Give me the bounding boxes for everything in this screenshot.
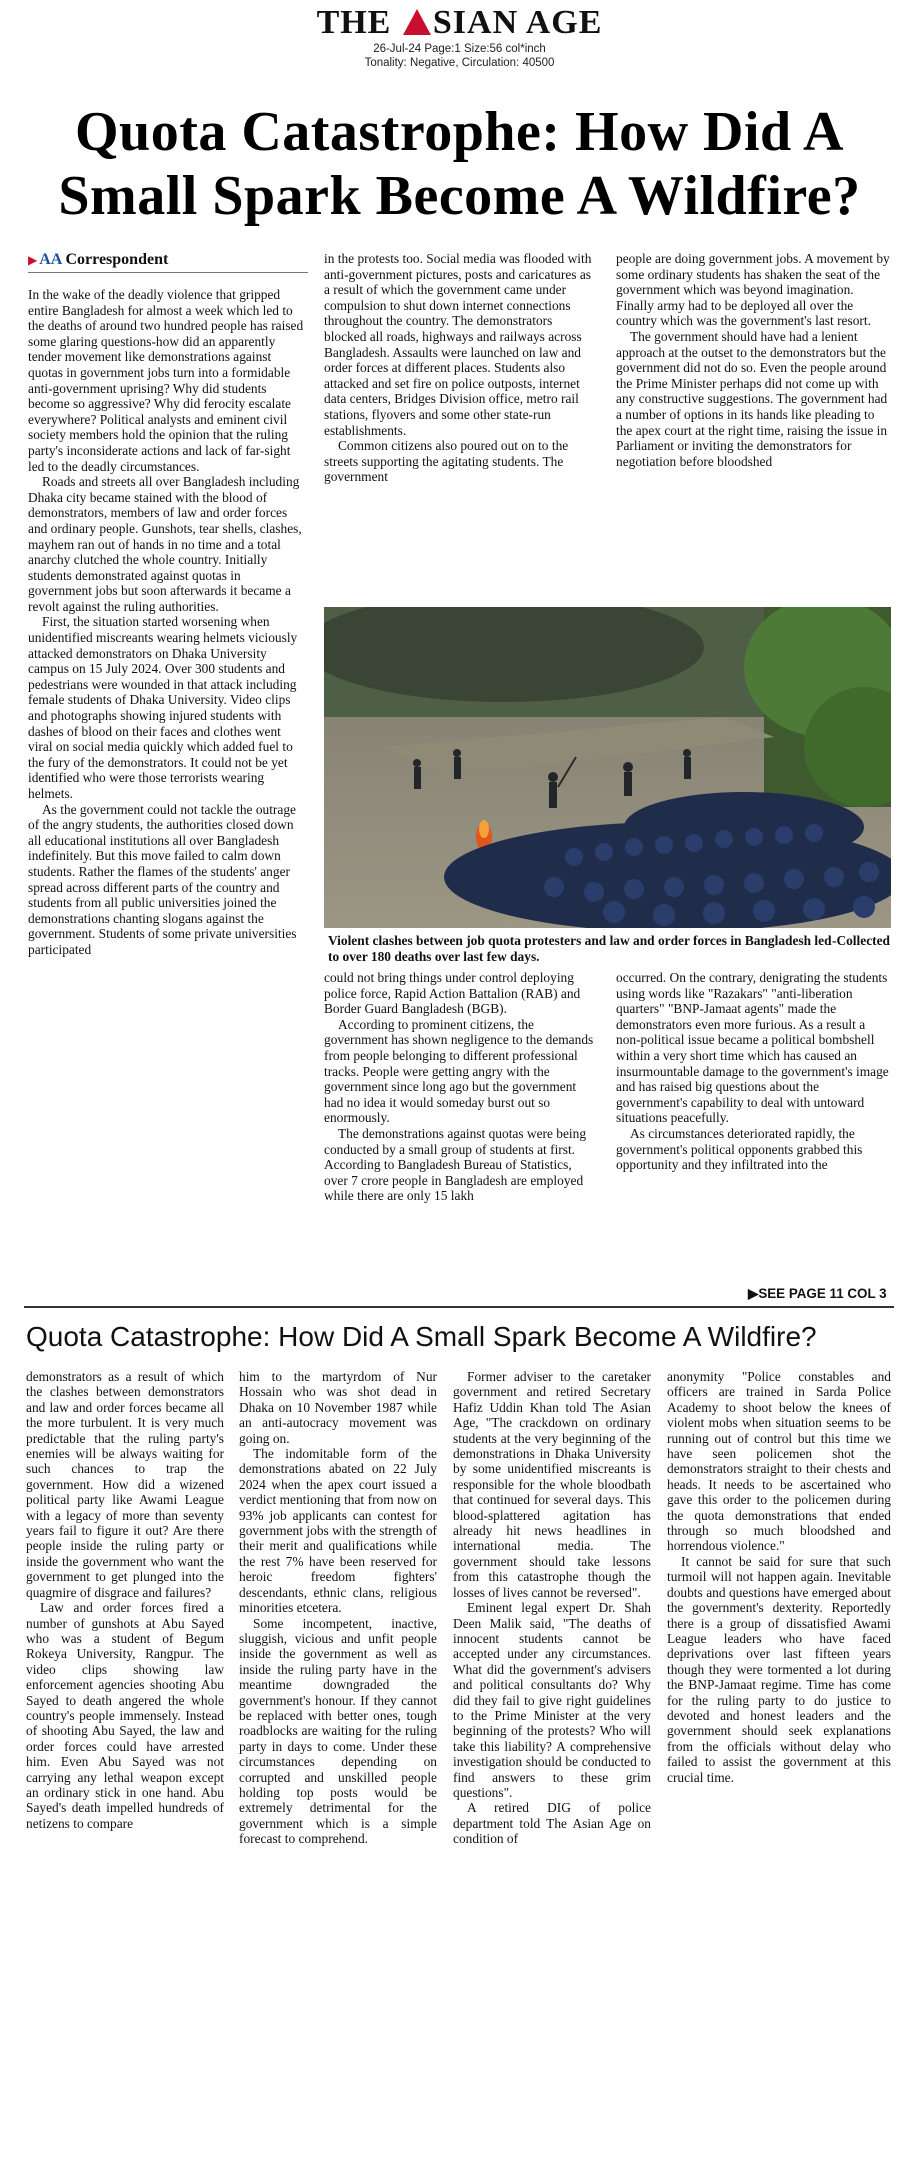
photo-caption xyxy=(328,933,890,965)
paragraph: in the protests too. Social media was flooded with anti-government pictures, posts and caricatures as a result of which the government came under compulsion to shut down internet connections throughout the country. The demonstrators blocked all roads, highways and railways across Bangladesh. Assaults were launched on law and order forces at different places. Students also attacked and set fire on police outposts, internet data centers, Bridges Division office, metro rail stations, flyovers and some other state-run establishments. xyxy=(324,251,592,438)
jump-text: SEE PAGE 11 COL 3 xyxy=(758,1286,887,1301)
article-column-2-top xyxy=(324,251,596,603)
article-column-3-bottom xyxy=(616,970,892,1270)
paragraph: First, the situation started worsening when unidentified miscreants wearing helmets viciously attacked demonstrators on Dhaka University campus on 15 July 2024. Over 300 students and pedestrians were wounded in that attack including female students of Dhaka University. Video clips and photographs showing injured students with dashes of blood on their faces and clothes went viral on social media quickly which added fuel to the fury of the demonstrators. It could not be yet identified who were those terrorists wearing helmets. xyxy=(28,614,298,801)
masthead xyxy=(0,4,919,70)
jump-arrow-icon: ▶ xyxy=(748,1286,759,1301)
continuation-column-1 xyxy=(26,1369,224,2147)
news-photo xyxy=(324,607,891,928)
paragraph: The indomitable form of the demonstrations abated on 22 July 2024 when the apex court issued a verdict mentioning that from now on 93% job applicants can contest for government jobs with the strength of their merit and qualifications while the rest 7% have been reserved for heroic freedom fighters' descendants, ethnic clans, religious minorities etcetera. xyxy=(239,1446,437,1616)
paragraph: could not bring things under control deploying police force, Rapid Action Battalion (RAB) and Border Guard Bangladesh (BGB). xyxy=(324,970,581,1017)
paragraph: Some incompetent, inactive, sluggish, vicious and unfit people inside the government as well as inside the ruling party have in the meantime downgraded the government's honour. If they cannot be replaced with better ones, tough roadblocks are waiting for the ruling party in days to come. Under these circumstances depending on corrupted and unskilled people holding top posts would be extremely detrimental for the government which is a simple forecast to comprehend. xyxy=(239,1615,437,1847)
logo-word-asian: SIAN xyxy=(432,4,519,41)
logo-word-age: AGE xyxy=(525,4,603,41)
byline-initials: AA xyxy=(39,251,62,268)
paragraph: Common citizens also poured out on to the streets supporting the agitating students. The government xyxy=(324,438,569,485)
paragraph: Eminent legal expert Dr. Shah Deen Malik said, "The deaths of innocent students cannot be accepted under any circumstances. What did the government's advisers and political consultants do? Why did they fail to give right guidelines to the Prime Minister at the very beginning of the protests? Who will take this liability? A comprehensive investigation should be conducted to find answers to these grim questions". xyxy=(453,1600,651,1800)
paragraph: As the government could not tackle the outrage of the angry students, the authorities closed down all educational institutions all over Bangladesh indefinitely. But this move failed to calm down students. Rather the flames of the students' anger spread across different parts of the country and students from all public universities joined the demonstrations chanting slogans against the government. Students of some private universities participated xyxy=(28,801,297,957)
paragraph: It cannot be said for sure that such turmoil will not happen again. Inevitable doubts and questions have emerged about the government's dexterity. Reportedly there is a group of dissatisfied Awami League leaders who have faced deprivations over last fifteen years though they were tormented a lot during the BNP-Jamaat regime. Time has come for the ruling party to do justice to devoted and honest leaders and the government should seek explanations from the officials without delay who failed to assist the government at this crucial time. xyxy=(667,1553,891,1785)
protest-photo-illustration xyxy=(324,607,891,928)
article-column-2-bottom xyxy=(324,970,596,1284)
paragraph: Roads and streets all over Bangladesh including Dhaka city became stained with the blood of demonstrators, members of law and order forces and ordinary people. Gunshots, tear shells, clashes, mayhem ran out of hands in no time and a total anarchy clutched the whole country. Initially students demonstrated against quotas in government jobs but soon afterwards it became a revolt against the ruling authorities. xyxy=(28,474,302,614)
logo-triangle-icon xyxy=(403,9,431,35)
paragraph: him to the martyrdom of Nur Hossain who was shot dead in Dhaka on 10 November 1987 while an anti-autocracy movement was going on. xyxy=(239,1369,437,1446)
article-headline: Quota Catastrophe: How Did A Small Spark Become A Wildfire? xyxy=(58,101,861,227)
newspaper-logo xyxy=(0,4,919,42)
byline-role: Correspondent xyxy=(65,251,169,268)
continuation-column-4 xyxy=(667,1369,891,2147)
byline xyxy=(28,251,308,273)
paragraph: As circumstances deteriorated rapidly, the government's political opponents grabbed this opportunity and they infiltrated into the xyxy=(616,1125,863,1173)
paragraph: According to prominent citizens, the government has shown negligence to the demands from people belonging to different professional tracks. People were getting angry with the government since long ago but the government had no idea it would someday burst out so enormously. xyxy=(324,1016,594,1126)
paragraph: anonymity "Police constables and officers are trained in Sarda Police Academy to shoot below the knees of violent mobs when situation seems to be running out of control but this time we have seen policemen shot the demonstrators straight to their chests and heads. It needs to be ascertained who gave this order to the policemen during the quota demonstrations that ended through so much bloodshed and horrendous violence." xyxy=(667,1369,891,1554)
continuation-column-2 xyxy=(239,1369,437,2147)
logo-word-the: THE xyxy=(316,4,392,41)
clip-meta-line2: Tonality: Negative, Circulation: 40500 xyxy=(364,57,555,69)
photo-credit: -Collected xyxy=(831,933,890,948)
continued-jump-line xyxy=(748,1286,887,1302)
continuation-column-3 xyxy=(453,1369,651,2147)
section-divider xyxy=(24,1306,894,1308)
paragraph: demonstrators as a result of which the clashes between demonstrators and law and order forces became all the more turbulent. It is very much predictable that the ruling party's enemies will be always waiting for such chances to trap the government. How did a wizened political party like Awami League with a legacy of more than seventy years fail to figure it out? Are there people inside the ruling party or inside the government who want the government to get plunged into the quagmire of disgrace and failures? xyxy=(26,1369,224,1600)
byline-arrow-icon: ▶ xyxy=(28,253,38,267)
continuation-headline: Quota Catastrophe: How Did A Small Spark Become A Wildfire? xyxy=(26,1321,817,1352)
photo-caption-text: Violent clashes between job quota protesters and law and order forces in Bangladesh led to over 180 deaths over last few days. xyxy=(328,933,832,964)
paragraph: A retired DIG of police department told The Asian Age on condition of xyxy=(453,1800,651,1847)
clip-meta-line1: 26-Jul-24 Page:1 Size:56 col*inch xyxy=(373,43,546,55)
article-column-3-top xyxy=(616,251,892,603)
paragraph: Law and order forces fired a number of gunshots at Abu Sayed who was a student of Begum Rokeya University, Rangpur. The video clips showing law enforcement agencies shooting Abu Sayed to death angered the whole country's people immensely. Instead of shooting Abu Sayed, the law and order forces could have arrested him. Even Abu Sayed was not carrying any lethal weapon except an ordinary stick in one hand. Abu Sayed's death impelled hundreds of netizens to compare xyxy=(26,1600,224,1831)
article-column-1 xyxy=(28,287,306,1309)
paragraph: Former adviser to the caretaker government and retired Secretary Hafiz Uddin Khan told The Asian Age, "The crackdown on ordinary students at the very beginning of the demonstrations in Dhaka University by some unidentified miscreants is responsible for the whole bloodbath that continued for several days. This blood-splattered agitation has already hit news headlines in international media. The government should take lessons from this catastrophe though the losses of lives cannot be reversed". xyxy=(453,1369,651,1600)
paragraph: The government should have had a lenient approach at the outset to the demonstrators but the government did not do so. Even the people around the Prime Minister perhaps did not come up with any constructive suggestions. The government had a number of options in its hands like pleading to the apex court at the right time, raising the issue in Parliament or inviting the demonstrators for negotiation before bloodshed xyxy=(616,328,888,469)
paragraph: occurred. On the contrary, denigrating the students using words like "Razakars" "anti-liberation quarters" "BNP-Jamaat agents" made the demonstrators even more furious. As a result a non-political issue became a political bombshell within a very short time which has caused an insurmountable damage to the government's image and has raised big questions about the government's capability to deal with untoward situations peacefully. xyxy=(616,970,889,1126)
paragraph: The demonstrations against quotas were being conducted by a small group of students at first. According to Bangladesh Bureau of Statistics, over 7 crore people in Bangladesh are employed while there are only 15 lakh xyxy=(324,1125,587,1204)
paragraph: people are doing government jobs. A movement by some ordinary students has shaken the seat of the government which was beyond imagination. Finally army had to be deployed all over the country which was the government's last resort. xyxy=(616,251,890,329)
paragraph: In the wake of the deadly violence that gripped entire Bangladesh for almost a week which led to the deaths of around two hundred people has raised some glaring questions-how did an apparently tender movement like demonstrations against quotas in government jobs turn into a formidable anti-government uprising? Why did students become so aggressive? Why did ferocity escalate everywhere? Political analysts and eminent civil society members hold the opinion that the ruling party's inconsiderate actions and lack of far-sight led to the deadly circumstances. xyxy=(28,287,304,474)
